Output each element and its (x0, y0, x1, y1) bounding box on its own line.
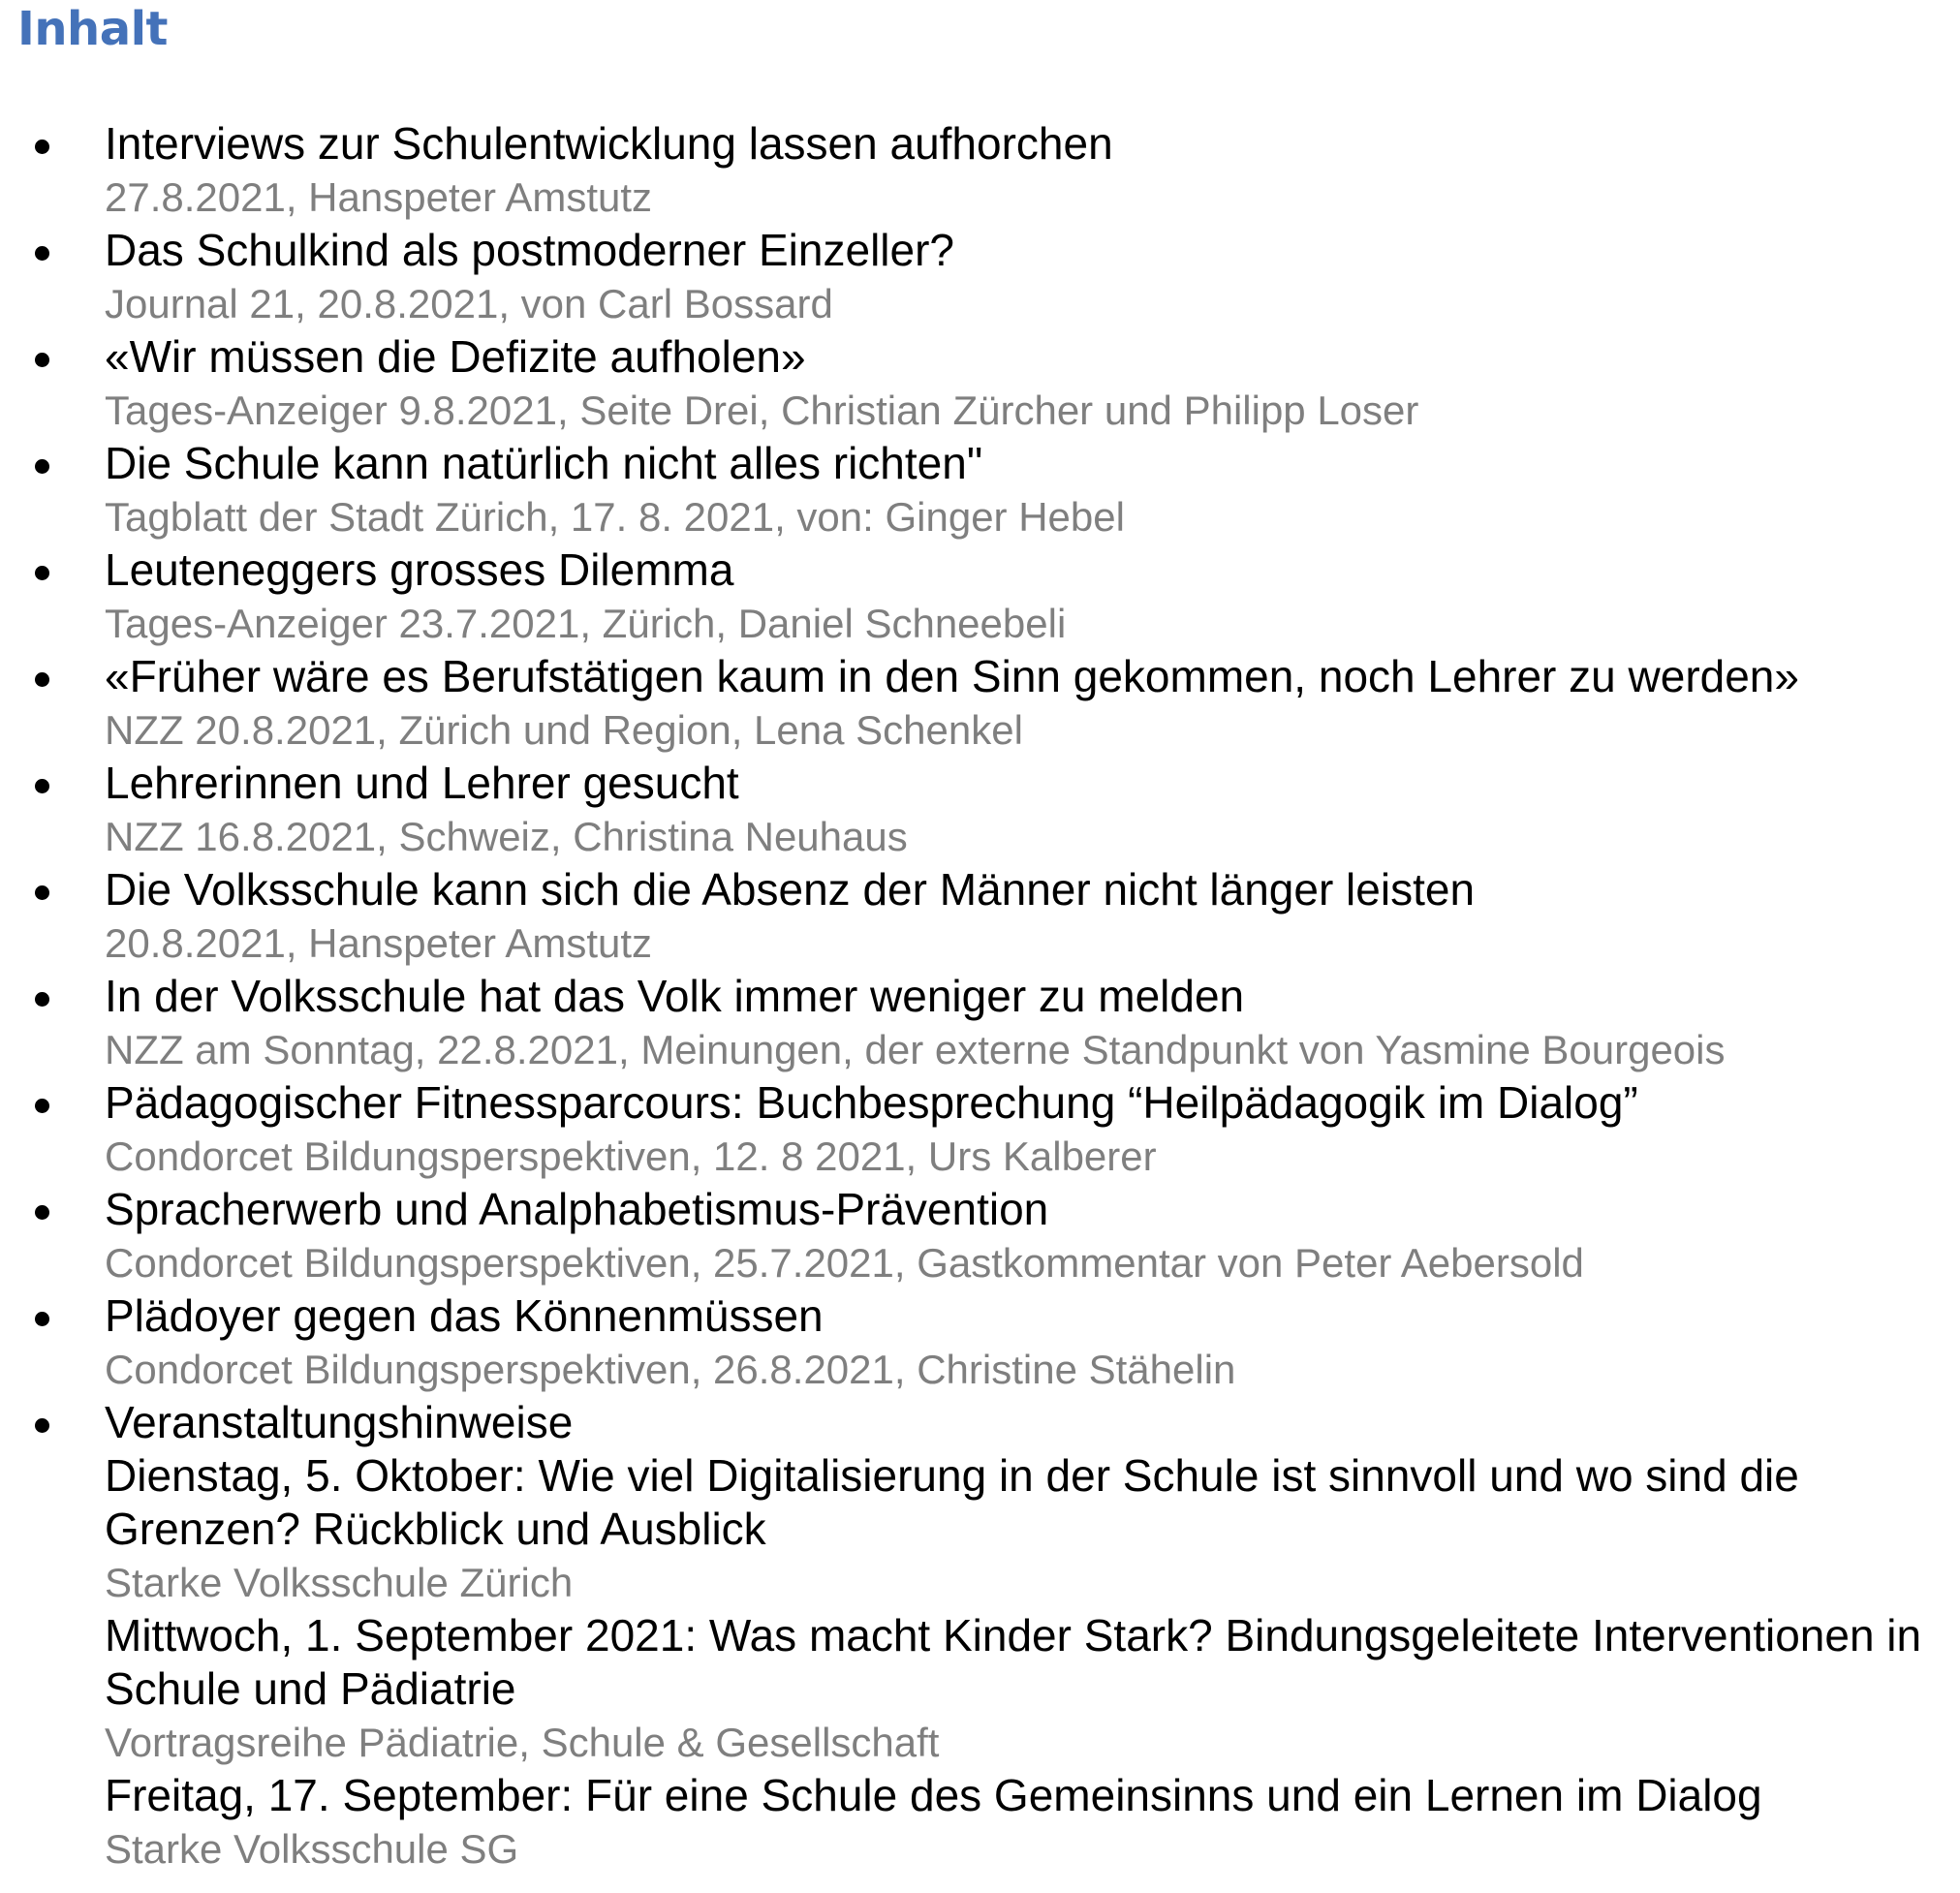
article-title-link[interactable]: In der Volksschule hat das Volk immer weniger zu melden (105, 971, 1245, 1021)
list-item (0, 970, 1960, 1076)
list-item (0, 330, 1960, 437)
article-title-link[interactable]: Das Schulkind als postmoderner Einzeller? (105, 225, 954, 275)
list-item (0, 543, 1960, 650)
bullet-icon (35, 1205, 49, 1220)
article-meta: Journal 21, 20.8.2021, von Carl Bossard (105, 281, 833, 326)
article-meta: Tages-Anzeiger 23.7.2021, Zürich, Daniel Schneebeli (105, 601, 1067, 646)
article-title-link[interactable]: Die Schule kann natürlich nicht alles richten" (105, 438, 983, 488)
bullet-icon (35, 353, 49, 367)
event-organizer: Starke Volksschule Zürich (105, 1560, 574, 1605)
bullet-icon (35, 885, 49, 900)
article-meta: Tagblatt der Stadt Zürich, 17. 8. 2021, von: Ginger Hebel (105, 494, 1125, 540)
list-item (0, 863, 1960, 970)
article-title-link[interactable]: Interviews zur Schulentwicklung lassen aufhorchen (105, 118, 1113, 169)
bullet-icon (35, 779, 49, 793)
bullet-icon (35, 1418, 49, 1433)
article-title-link[interactable]: Leuteneggers grosses Dilemma (105, 544, 734, 595)
article-title-link[interactable]: Spracherwerb und Analphabetismus-Prävention (105, 1184, 1049, 1234)
article-meta: Tages-Anzeiger 9.8.2021, Seite Drei, Christian Zürcher und Philipp Loser (105, 388, 1419, 433)
article-meta: Condorcet Bildungsperspektiven, 12. 8 2021, Urs Kalberer (105, 1133, 1157, 1179)
list-item (0, 224, 1960, 330)
article-title-link[interactable]: Pädagogischer Fitnessparcours: Buchbesprechung “Heilpädagogik im Dialog” (105, 1077, 1638, 1128)
list-item (0, 757, 1960, 863)
list-item (0, 1289, 1960, 1396)
article-meta: Condorcet Bildungsperspektiven, 25.7.2021, Gastkommentar von Peter Aebersold (105, 1240, 1584, 1286)
event-title-link[interactable]: Dienstag, 5. Oktober: Wie viel Digitalisierung in der Schule ist sinnvoll und wo sind die Grenzen? Rückblick und Ausblick (105, 1450, 1799, 1554)
bullet-icon (35, 566, 49, 580)
article-meta: NZZ am Sonntag, 22.8.2021, Meinungen, der externe Standpunkt von Yasmine Bourgeois (105, 1027, 1726, 1072)
article-meta: 27.8.2021, Hanspeter Amstutz (105, 174, 653, 220)
article-meta: Condorcet Bildungsperspektiven, 26.8.2021, Christine Stähelin (105, 1347, 1236, 1392)
list-item (0, 1183, 1960, 1289)
events-heading-link[interactable]: Veranstaltungshinweise (105, 1397, 574, 1447)
list-item (0, 650, 1960, 757)
event-title-link[interactable]: Freitag, 17. September: Für eine Schule des Gemeinsinns und ein Lernen im Dialog (105, 1770, 1762, 1820)
list-item (0, 437, 1960, 543)
article-title-link[interactable]: Die Volksschule kann sich die Absenz der Männer nicht länger leisten (105, 864, 1476, 915)
list-item (0, 1076, 1960, 1183)
page-heading: Inhalt (17, 2, 168, 56)
article-meta: NZZ 16.8.2021, Schweiz, Christina Neuhaus (105, 814, 908, 859)
article-title-link[interactable]: Lehrerinnen und Lehrer gesucht (105, 758, 739, 808)
event-organizer: Starke Volksschule SG (105, 1826, 519, 1872)
bullet-icon (35, 459, 49, 474)
bullet-icon (35, 1099, 49, 1113)
article-title-link[interactable]: «Wir müssen die Defizite aufholen» (105, 331, 806, 382)
contents-list (0, 117, 1960, 1876)
event-organizer: Vortragsreihe Pädiatrie, Schule & Gesellschaft (105, 1720, 940, 1765)
event-title-link[interactable]: Mittwoch, 1. September 2021: Was macht Kinder Stark? Bindungsgeleitete Interventionen in Schule und Pädiatrie (105, 1610, 1922, 1714)
article-meta: NZZ 20.8.2021, Zürich und Region, Lena Schenkel (105, 707, 1023, 753)
list-item (0, 117, 1960, 224)
bullet-icon (35, 992, 49, 1007)
bullet-icon (35, 246, 49, 261)
events-item (0, 1396, 1960, 1876)
bullet-icon (35, 140, 49, 154)
article-title-link[interactable]: «Früher wäre es Berufstätigen kaum in den Sinn gekommen, noch Lehrer zu werden» (105, 651, 1799, 701)
article-meta: 20.8.2021, Hanspeter Amstutz (105, 920, 653, 966)
bullet-icon (35, 1312, 49, 1326)
article-title-link[interactable]: Plädoyer gegen das Könnenmüssen (105, 1290, 824, 1341)
bullet-icon (35, 672, 49, 687)
